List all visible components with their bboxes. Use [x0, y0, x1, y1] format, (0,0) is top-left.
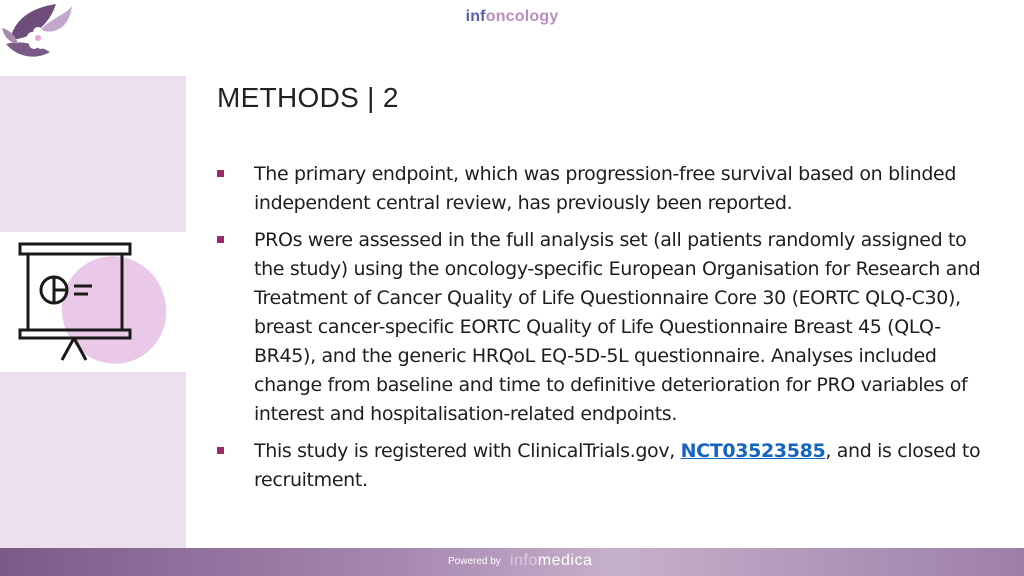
bullet-list — [214, 160, 984, 503]
side-panel-top — [0, 76, 186, 232]
brand-logo — [0, 8, 1024, 26]
bullet-marker — [217, 447, 224, 454]
bullet-text-after: , and is closed to recruitment. — [254, 440, 981, 491]
brand-part-1: inf — [465, 8, 486, 25]
bullet-marker — [217, 170, 224, 177]
footer-logo-part-2: medica — [537, 552, 593, 569]
footer-bar — [0, 548, 1024, 576]
brand-part-2: oncology — [485, 8, 559, 25]
footer-logo-part-1: info — [510, 552, 538, 569]
powered-by-label: Powered by — [448, 556, 501, 567]
bullet-text-before: This study is registered with ClinicalTrials.gov, — [254, 440, 681, 462]
bullet-text: PROs were assessed in the full analysis set (all patients randomly assigned to the study) using the oncology-specific European Organisation for Research and Treatment of Cancer Quality of Life Questionnaire Core 30 (EORTC QLQ-C30), breast cancer-specific EORTC Quality of Life Questionnaire Breast 45 (QLQ-BR45), and the generic HRQoL EQ-5D-5L questionnaire. Analyses included change from baseline and time to definitive deterioration for PRO variables of interest and hospitalisation-related endpoints. — [254, 229, 981, 425]
bullet-marker — [217, 236, 224, 243]
side-panel-bottom — [0, 372, 186, 548]
bullet-item — [214, 226, 984, 429]
presentation-board-icon — [12, 238, 184, 368]
slide-title: METHODS | 2 — [217, 82, 399, 113]
bullet-item — [214, 160, 984, 218]
trial-registration-link[interactable]: NCT03523585 — [680, 440, 826, 462]
bullet-text: The primary endpoint, which was progression-free survival based on blinded independent central review, has previously been reported. — [254, 163, 957, 214]
footer-logo — [510, 552, 592, 570]
bullet-item — [214, 437, 984, 495]
